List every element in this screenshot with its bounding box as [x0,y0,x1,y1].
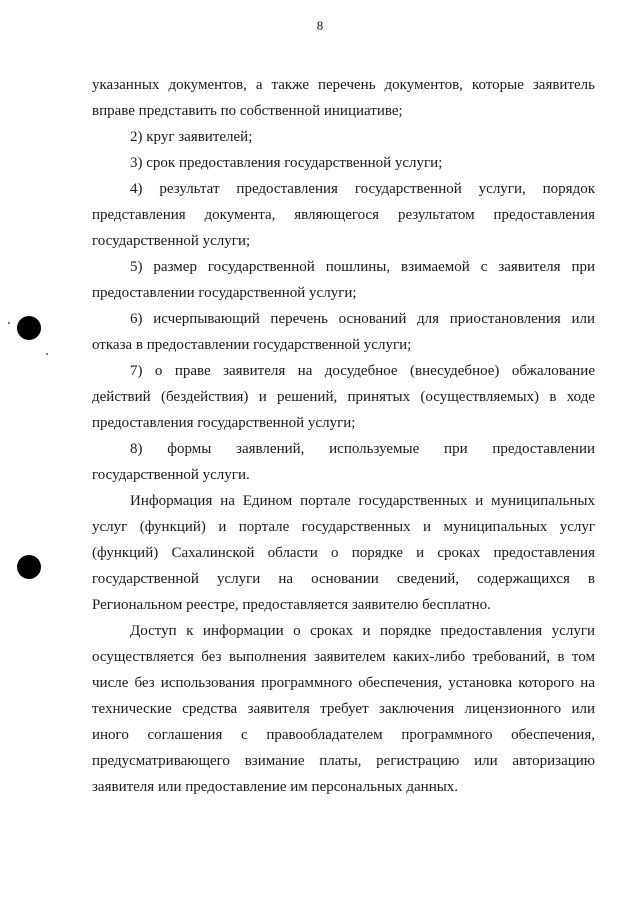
paragraph-portal-information: Информация на Едином портале государственных и муниципальных услуг (функций) и портале государственных и муниципальных услуг (функций) Сахалинской области о порядке и сроках предоставления государственной услуги на основании сведений, содержащихся в Региональном реестре, предоставляется заявителю бесплатно. [92,493,595,613]
list-item-applicants: 2) круг заявителей; [130,129,253,145]
list-item-refusal-grounds: 6) исчерпывающий перечень оснований для приостановления или отказа в предоставлении государственной услуги; [92,311,595,353]
list-item-service-result: 4) результат предоставления государственной услуги, порядок представления документа, являющегося результатом предоставления государственной услуги; [92,181,595,249]
list-item-appeal-rights: 7) о праве заявителя на досудебное (внесудебное) обжалование действий (бездействия) и решений, принятых (осуществляемых) в ходе предоставления государственной услуги; [92,363,595,431]
paragraph-information-access: Доступ к информации о сроках и порядке предоставления услуги осуществляется без выполнения заявителем каких-либо требований, в том числе без использования программного обеспечения, установка которого на технические средства заявителя требует заключения лицензионного или иного соглашения с правообладателем программного обеспечения, предусматривающего взимание платы, регистрацию или авторизацию заявителя или предоставление им персональных данных. [92,623,595,795]
scan-speck [8,322,10,324]
paragraph-documents-list-continuation: указанных документов, а также перечень документов, которые заявитель вправе представить по собственной инициативе; [92,77,595,119]
list-item-state-fee: 5) размер государственной пошлины, взимаемой с заявителя при предоставлении государственной услуги; [92,259,595,301]
punch-hole-upper [17,316,41,340]
list-item-service-term: 3) срок предоставления государственной услуги; [130,155,443,171]
punch-hole-lower [17,555,41,579]
document-body [92,72,595,800]
page-number: 8 [316,18,324,33]
scan-speck [46,353,48,355]
list-item-application-forms: 8) формы заявлений, используемые при предоставлении государственной услуги. [92,441,595,483]
